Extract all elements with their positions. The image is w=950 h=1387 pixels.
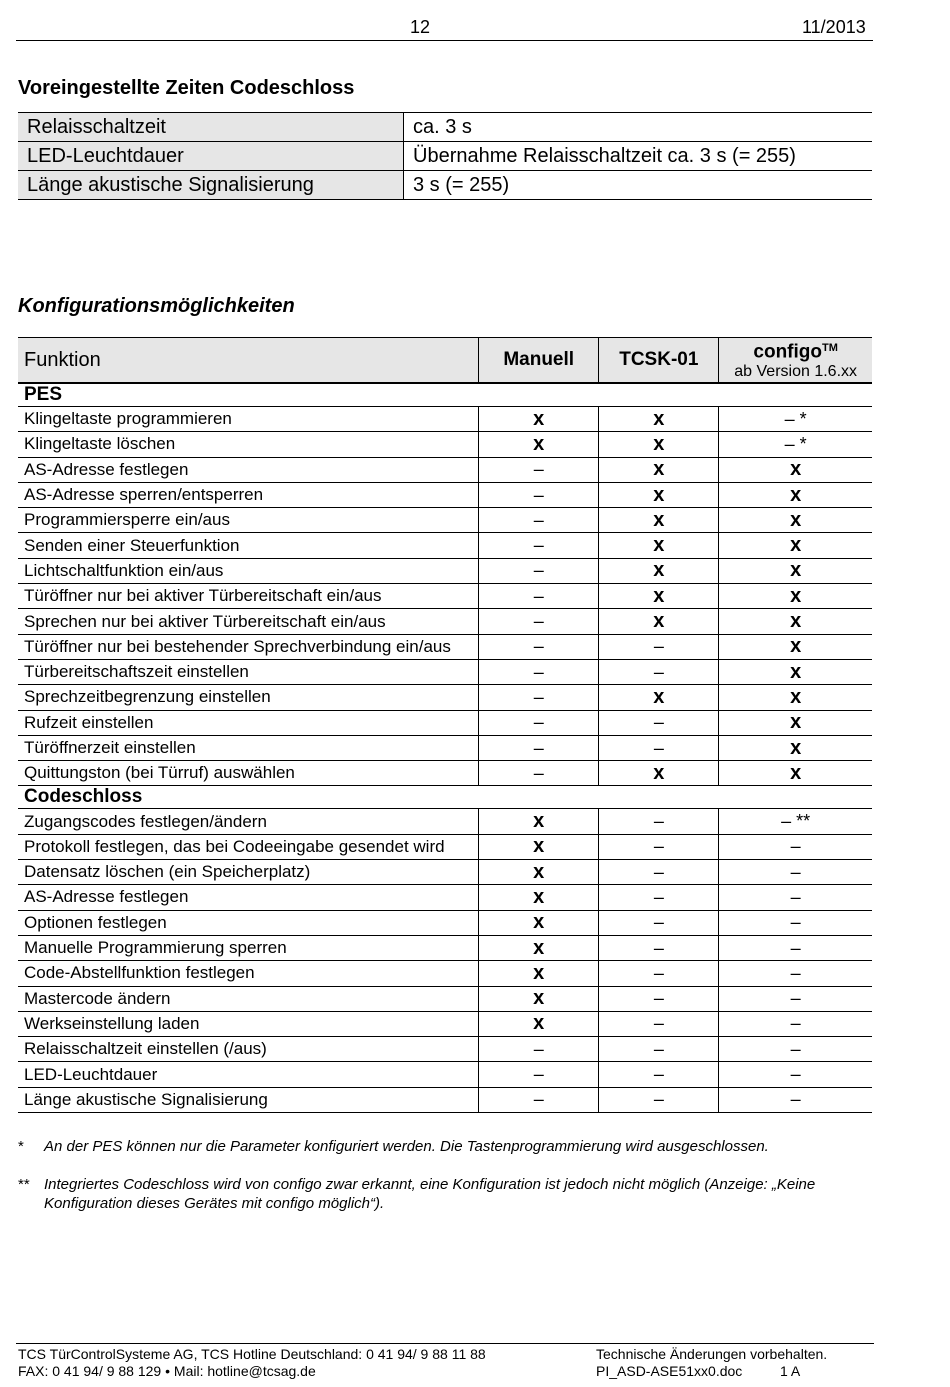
configo-cell: x bbox=[719, 584, 872, 609]
footer-contact: FAX: 0 41 94/ 9 88 129 • Mail: hotline@tcsag.de bbox=[18, 1363, 316, 1379]
configo-cell: – ** bbox=[719, 809, 872, 834]
manuell-cell: – bbox=[479, 1087, 599, 1112]
function-cell: Rufzeit einstellen bbox=[18, 710, 479, 735]
preset-label: Relaisschaltzeit bbox=[18, 113, 404, 142]
table-row bbox=[18, 533, 872, 558]
footer-filename: PI_ASD-ASE51xx0.doc bbox=[596, 1363, 743, 1379]
configo-cell: – bbox=[719, 961, 872, 986]
tcsk-cell: x bbox=[599, 558, 719, 583]
manuell-cell: – bbox=[479, 1062, 599, 1087]
manuell-cell: – bbox=[479, 482, 599, 507]
footnote-double bbox=[18, 1175, 868, 1215]
group-title: Codeschloss bbox=[18, 786, 872, 809]
configo-cell: – bbox=[719, 910, 872, 935]
configo-cell: x bbox=[719, 609, 872, 634]
tcsk-cell: x bbox=[599, 432, 719, 457]
configo-cell: x bbox=[719, 735, 872, 760]
configo-cell: – * bbox=[719, 407, 872, 432]
manuell-cell: x bbox=[479, 834, 599, 859]
configo-cell: – bbox=[719, 860, 872, 885]
configo-cell: x bbox=[719, 710, 872, 735]
configo-cell: x bbox=[719, 761, 872, 786]
configo-cell: – bbox=[719, 935, 872, 960]
table-row bbox=[18, 1037, 872, 1062]
tcsk-cell: x bbox=[599, 584, 719, 609]
group-title: PES bbox=[18, 383, 872, 407]
table-header-row bbox=[18, 338, 872, 384]
tcsk-cell: x bbox=[599, 482, 719, 507]
tcsk-cell: x bbox=[599, 508, 719, 533]
preset-value: Übernahme Relaisschaltzeit ca. 3 s (= 255) bbox=[404, 142, 873, 171]
column-header-tcsk: TCSK-01 bbox=[599, 338, 719, 384]
table-row bbox=[18, 457, 872, 482]
function-cell: Code-Abstellfunktion festlegen bbox=[18, 961, 479, 986]
manuell-cell: – bbox=[479, 558, 599, 583]
column-header-funktion: Funktion bbox=[18, 338, 479, 384]
section-title-preset-times: Voreingestellte Zeiten Codeschloss bbox=[18, 77, 355, 99]
header-divider bbox=[16, 40, 873, 41]
manuell-cell: – bbox=[479, 735, 599, 760]
configo-cell: x bbox=[719, 634, 872, 659]
table-row bbox=[18, 961, 872, 986]
function-cell: Datensatz löschen (ein Speicherplatz) bbox=[18, 860, 479, 885]
tcsk-cell: – bbox=[599, 659, 719, 684]
function-cell: Klingeltaste programmieren bbox=[18, 407, 479, 432]
tcsk-cell: – bbox=[599, 1087, 719, 1112]
group-header-row bbox=[18, 383, 872, 407]
table-row bbox=[18, 558, 872, 583]
table-row bbox=[18, 910, 872, 935]
manuell-cell: – bbox=[479, 533, 599, 558]
tcsk-cell: x bbox=[599, 407, 719, 432]
manuell-cell: – bbox=[479, 710, 599, 735]
function-cell: AS-Adresse sperren/entsperren bbox=[18, 482, 479, 507]
configo-cell: x bbox=[719, 685, 872, 710]
configo-version: ab Version 1.6.xx bbox=[734, 362, 858, 380]
function-cell: Türöffner nur bei aktiver Türbereitschaft ein/aus bbox=[18, 584, 479, 609]
footnote-mark: * bbox=[18, 1138, 24, 1155]
tcsk-cell: – bbox=[599, 710, 719, 735]
configo-cell: x bbox=[719, 533, 872, 558]
tcsk-cell: x bbox=[599, 609, 719, 634]
table-row bbox=[18, 1087, 872, 1112]
tcsk-cell: – bbox=[599, 634, 719, 659]
tcsk-cell: – bbox=[599, 910, 719, 935]
function-cell: Optionen festlegen bbox=[18, 910, 479, 935]
page-number: 12 bbox=[410, 17, 431, 37]
tcsk-cell: x bbox=[599, 457, 719, 482]
table-row bbox=[18, 142, 872, 171]
table-row bbox=[18, 609, 872, 634]
tcsk-cell: – bbox=[599, 885, 719, 910]
table-row bbox=[18, 761, 872, 786]
table-row bbox=[18, 432, 872, 457]
configo-cell: x bbox=[719, 482, 872, 507]
manuell-cell: x bbox=[479, 885, 599, 910]
group-header-row bbox=[18, 786, 872, 809]
table-row bbox=[18, 584, 872, 609]
tcsk-cell: x bbox=[599, 685, 719, 710]
function-cell: Protokoll festlegen, das bei Codeeingabe gesendet wird bbox=[18, 834, 479, 859]
preset-label: LED-Leuchtdauer bbox=[18, 142, 404, 171]
function-cell: Sprechzeitbegrenzung einstellen bbox=[18, 685, 479, 710]
manuell-cell: x bbox=[479, 860, 599, 885]
table-row bbox=[18, 809, 872, 834]
manuell-cell: – bbox=[479, 685, 599, 710]
configo-label: configo bbox=[753, 341, 822, 363]
manuell-cell: – bbox=[479, 609, 599, 634]
configo-cell: x bbox=[719, 558, 872, 583]
document-date: 11/2013 bbox=[802, 17, 866, 37]
tcsk-cell: – bbox=[599, 735, 719, 760]
manuell-cell: – bbox=[479, 457, 599, 482]
manuell-cell: – bbox=[479, 634, 599, 659]
preset-times-table bbox=[18, 112, 872, 200]
function-cell: Quittungston (bei Türruf) auswählen bbox=[18, 761, 479, 786]
table-row bbox=[18, 685, 872, 710]
function-cell: AS-Adresse festlegen bbox=[18, 457, 479, 482]
manuell-cell: x bbox=[479, 407, 599, 432]
manuell-cell: x bbox=[479, 432, 599, 457]
table-row bbox=[18, 710, 872, 735]
table-row bbox=[18, 860, 872, 885]
footer-disclaimer: Technische Änderungen vorbehalten. bbox=[596, 1346, 828, 1362]
tcsk-cell: – bbox=[599, 809, 719, 834]
configo-cell: – bbox=[719, 1037, 872, 1062]
configo-cell: – bbox=[719, 1011, 872, 1036]
manuell-cell: x bbox=[479, 1011, 599, 1036]
manuell-cell: – bbox=[479, 584, 599, 609]
function-cell: Lichtschaltfunktion ein/aus bbox=[18, 558, 479, 583]
footnote-mark: ** bbox=[18, 1176, 30, 1193]
configo-cell: – bbox=[719, 986, 872, 1011]
manuell-cell: x bbox=[479, 986, 599, 1011]
manuell-cell: x bbox=[479, 961, 599, 986]
table-row bbox=[18, 508, 872, 533]
function-cell: Zugangscodes festlegen/ändern bbox=[18, 809, 479, 834]
footer-version: 1 A bbox=[780, 1363, 801, 1379]
trademark-mark: TM bbox=[822, 342, 838, 355]
column-header-configo bbox=[719, 338, 872, 384]
table-row bbox=[18, 171, 872, 200]
manuell-cell: – bbox=[479, 508, 599, 533]
configo-cell: x bbox=[719, 659, 872, 684]
tcsk-cell: – bbox=[599, 860, 719, 885]
manuell-cell: – bbox=[479, 659, 599, 684]
configo-cell: x bbox=[719, 457, 872, 482]
table-row bbox=[18, 634, 872, 659]
configo-cell: x bbox=[719, 508, 872, 533]
configuration-table bbox=[18, 337, 872, 1113]
footer-company: TCS TürControlSysteme AG, TCS Hotline Deutschland: 0 41 94/ 9 88 11 88 bbox=[18, 1346, 486, 1362]
configo-cell: – bbox=[719, 834, 872, 859]
tcsk-cell: x bbox=[599, 761, 719, 786]
function-cell: Türbereitschaftszeit einstellen bbox=[18, 659, 479, 684]
function-cell: Länge akustische Signalisierung bbox=[18, 1087, 479, 1112]
tcsk-cell: x bbox=[599, 533, 719, 558]
table-row bbox=[18, 1011, 872, 1036]
configo-cell: – * bbox=[719, 432, 872, 457]
function-cell: Türöffner nur bei bestehender Sprechverbindung ein/aus bbox=[18, 634, 479, 659]
table-row bbox=[18, 735, 872, 760]
table-row bbox=[18, 834, 872, 859]
preset-label: Länge akustische Signalisierung bbox=[18, 171, 404, 200]
section-title-configuration: Konfigurationsmöglichkeiten bbox=[18, 295, 295, 317]
configo-cell: – bbox=[719, 885, 872, 910]
footnote-text: An der PES können nur die Parameter konfiguriert werden. Die Tastenprogrammierung wird ausgeschlossen. bbox=[44, 1138, 769, 1155]
column-header-manuell: Manuell bbox=[479, 338, 599, 384]
footer-divider bbox=[16, 1343, 874, 1344]
footnote-text: Integriertes Codeschloss wird von configo zwar erkannt, eine Konfiguration ist jedoch nicht möglich (Anzeige: „Keine Konfiguration dieses Gerätes mit configo möglich“). bbox=[44, 1176, 816, 1212]
function-cell: Relaisschaltzeit einstellen (/aus) bbox=[18, 1037, 479, 1062]
footnote-single bbox=[18, 1137, 868, 1157]
preset-value: 3 s (= 255) bbox=[404, 171, 873, 200]
manuell-cell: x bbox=[479, 809, 599, 834]
preset-value: ca. 3 s bbox=[404, 113, 873, 142]
table-row bbox=[18, 482, 872, 507]
table-row bbox=[18, 1062, 872, 1087]
function-cell: Senden einer Steuerfunktion bbox=[18, 533, 479, 558]
table-row bbox=[18, 659, 872, 684]
table-row bbox=[18, 407, 872, 432]
tcsk-cell: – bbox=[599, 935, 719, 960]
tcsk-cell: – bbox=[599, 834, 719, 859]
tcsk-cell: – bbox=[599, 961, 719, 986]
function-cell: AS-Adresse festlegen bbox=[18, 885, 479, 910]
tcsk-cell: – bbox=[599, 1037, 719, 1062]
table-row bbox=[18, 885, 872, 910]
table-row bbox=[18, 986, 872, 1011]
manuell-cell: – bbox=[479, 1037, 599, 1062]
manuell-cell: x bbox=[479, 910, 599, 935]
tcsk-cell: – bbox=[599, 1011, 719, 1036]
tcsk-cell: – bbox=[599, 1062, 719, 1087]
function-cell: Türöffnerzeit einstellen bbox=[18, 735, 479, 760]
manuell-cell: – bbox=[479, 761, 599, 786]
configo-cell: – bbox=[719, 1062, 872, 1087]
table-row bbox=[18, 113, 872, 142]
manuell-cell: x bbox=[479, 935, 599, 960]
function-cell: Programmiersperre ein/aus bbox=[18, 508, 479, 533]
configo-cell: – bbox=[719, 1087, 872, 1112]
function-cell: Manuelle Programmierung sperren bbox=[18, 935, 479, 960]
tcsk-cell: – bbox=[599, 986, 719, 1011]
table-row bbox=[18, 935, 872, 960]
function-cell: Mastercode ändern bbox=[18, 986, 479, 1011]
function-cell: LED-Leuchtdauer bbox=[18, 1062, 479, 1087]
function-cell: Klingeltaste löschen bbox=[18, 432, 479, 457]
function-cell: Werkseinstellung laden bbox=[18, 1011, 479, 1036]
function-cell: Sprechen nur bei aktiver Türbereitschaft ein/aus bbox=[18, 609, 479, 634]
